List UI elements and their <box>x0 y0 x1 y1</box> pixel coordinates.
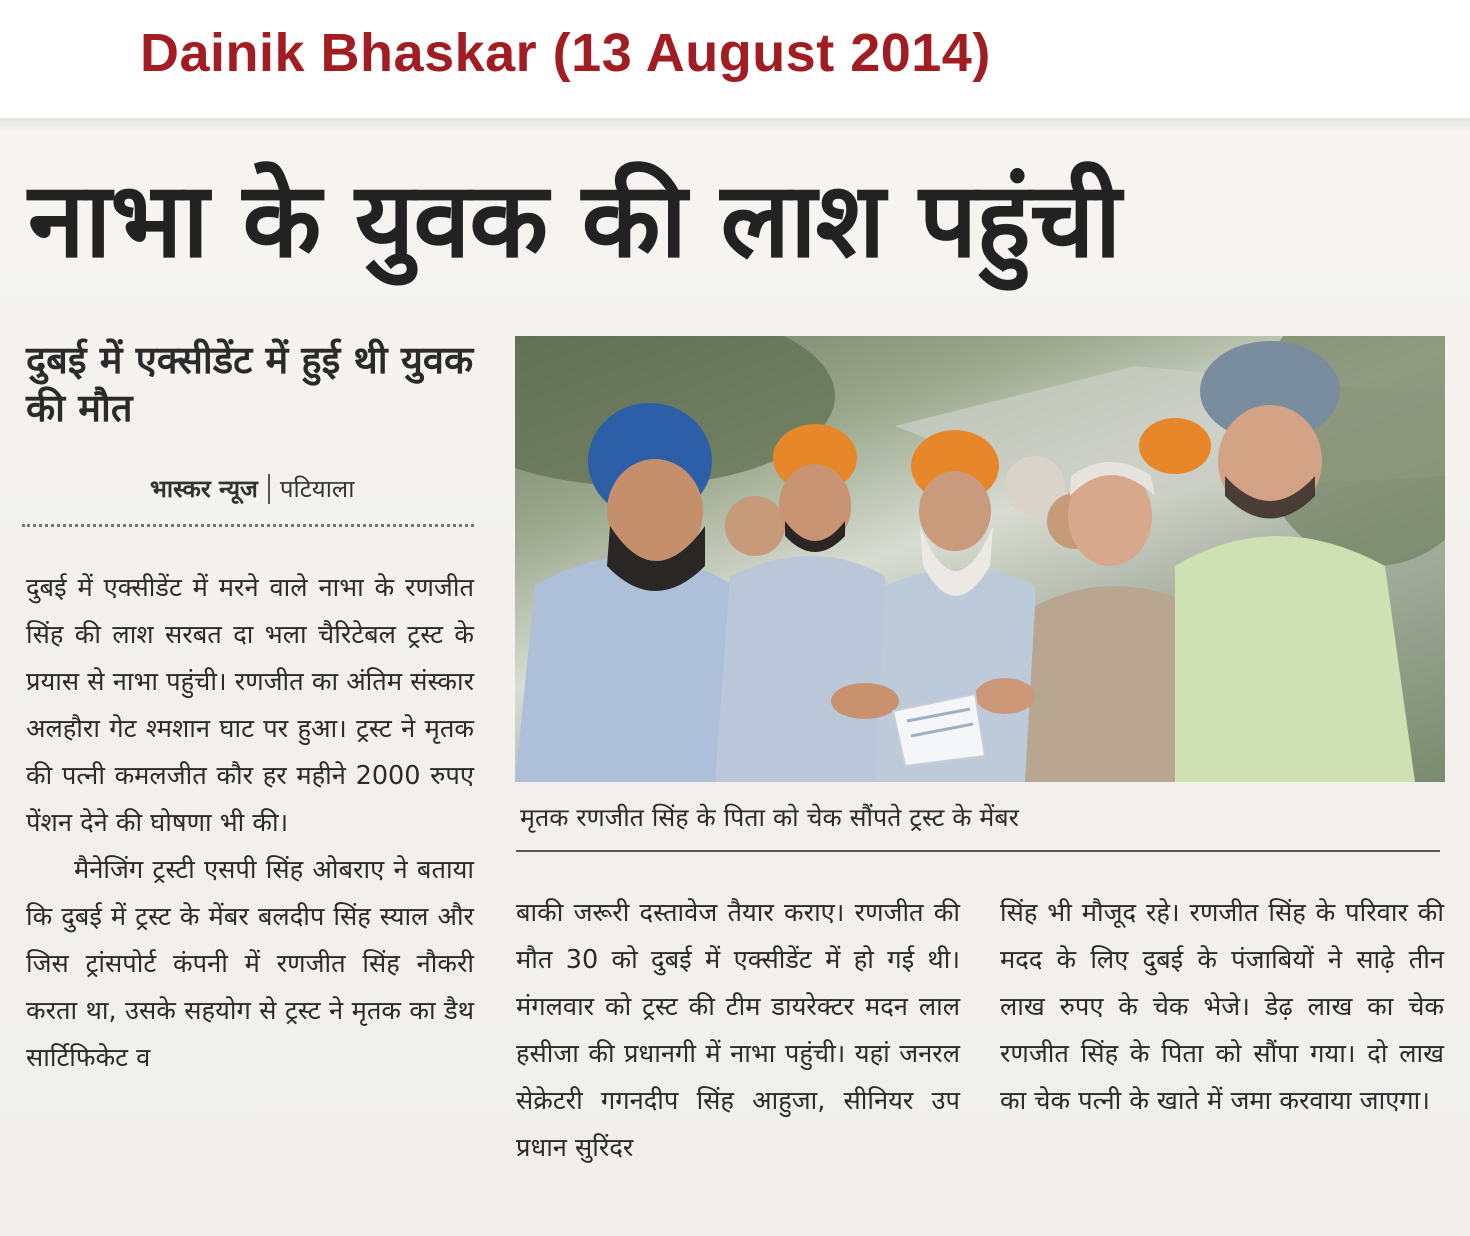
photo-caption: मृतक रणजीत सिंह के पिता को चेक सौंपते ट्रस्ट के मेंबर <box>520 803 1019 832</box>
column-1-paragraph-1: दुबई में एक्सीडेंट में मरने वाले नाभा के रणजीत सिंह की लाश सरबत दा भला चैरिटेबल ट्रस्ट के प्रयास से नाभा पहुंची। रणजीत का अंतिम संस्कार अलहौरा गेट श्मशान घाट पर हुआ। ट्रस्ट ने मृतक की पत्नी कमलजीत कौर हर महीने 2000 रुपए पेंशन देने की घोषणा भी की। <box>26 573 474 838</box>
byline-agency: भास्कर न्यूज <box>150 475 258 503</box>
byline-city: पटियाला <box>279 475 355 503</box>
column-1-paragraph-2: मैनेजिंग ट्रस्टी एसपी सिंह ओबराए ने बताया कि दुबई में ट्रस्ट के मेंबर बलदीप सिंह स्याल और जिस ट्रांसपोर्ट कंपनी में रणजीत सिंह नौकरी करता था, उसके सहयोग से ट्रस्ट ने मृतक का डैथ सार्टिफिकेट व <box>26 855 474 1073</box>
caption-rule <box>516 850 1440 852</box>
news-photo-illustration <box>515 336 1445 782</box>
article-subheadline: दुबई में एक्सीडेंट में हुई थी युवक की मौत <box>26 338 474 430</box>
news-photo <box>515 336 1445 782</box>
clipping-edge <box>0 118 1470 132</box>
byline-separator <box>268 474 270 504</box>
column-2-text: बाकी जरूरी दस्तावेज तैयार कराए। रणजीत की मौत 30 को दुबई में एक्सीडेंट में हो गई थी। मंगलवार को ट्रस्ट की टीम डायरेक्टर मदन लाल हसीजा की प्रधानगी में नाभा पहुंची। यहां जनरल सेक्रेटरी गगनदीप सिंह आहुजा, सीनियर उप प्रधान सुरिंदर <box>516 898 960 1163</box>
article-column-2 <box>516 890 960 1172</box>
column-3-text: सिंह भी मौजूद रहे। रणजीत सिंह के परिवार की मदद के लिए दुबई के पंजाबियों ने साढ़े तीन लाख रुपए के चेक भेजे। डेढ़ लाख का चेक रणजीत सिंह के पिता को सौंपा गया। दो लाख का चेक पत्नी के खाते में जमा करवाया जाएगा। <box>1000 898 1444 1116</box>
page-caption: Dainik Bhaskar (13 August 2014) <box>140 23 991 83</box>
article-column-1 <box>26 565 474 1082</box>
byline <box>150 472 354 505</box>
article-column-3 <box>1000 890 1444 1125</box>
article-headline: नाभा के युवक की लाश पहुंची <box>28 159 1121 281</box>
dotted-divider <box>22 524 474 527</box>
